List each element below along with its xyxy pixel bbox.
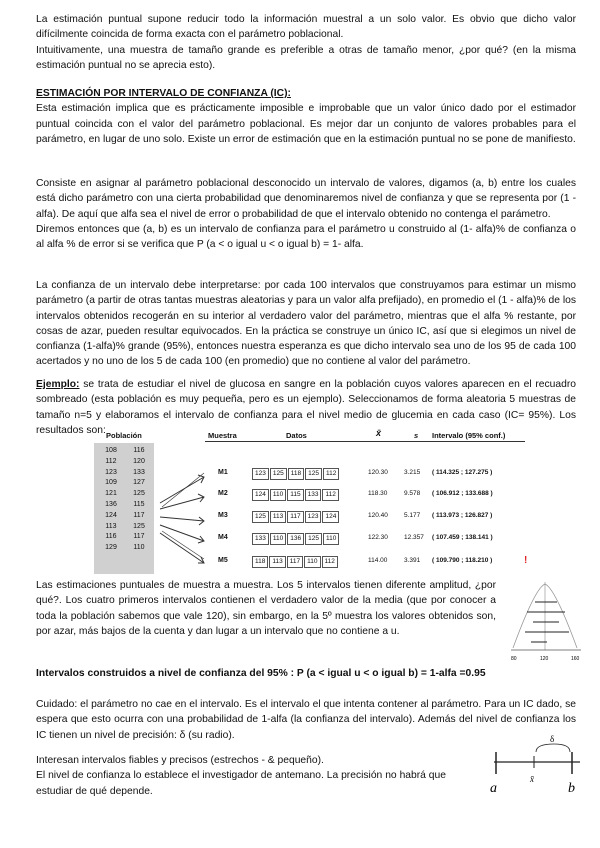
sample-sd: 3.391 — [404, 557, 421, 564]
sample-value: 124 — [252, 489, 269, 501]
pop-value: 136 — [105, 500, 117, 508]
ci-chart-figure — [505, 578, 585, 662]
sample-value: 110 — [323, 533, 339, 545]
axis-high: 160 — [571, 656, 580, 662]
label-a: a — [490, 781, 497, 796]
col-mean: x̄ — [376, 428, 382, 438]
sample-value: 117 — [287, 511, 303, 523]
sample-label: M3 — [218, 512, 228, 519]
para-intro: La estimación puntual supone reducir todo la información muestral a un solo valor. Es obvio que dicho valor difícilmente coincida de forma exacta con el parámetro poblacional. Intuitivamente, una muestra de tamaño grande es preferible a otras de tamaño menor, ¿por qué? (en la misma estimación puntual no se aprecia esto). — [36, 14, 576, 71]
sample-value: 133 — [252, 533, 269, 545]
pop-value: 125 — [133, 522, 145, 530]
pop-column-1 — [98, 446, 124, 554]
sample-mean: 120.30 — [368, 469, 388, 476]
pop-value: 125 — [133, 490, 145, 498]
arrows-graphic — [158, 445, 212, 575]
arrow-icon — [160, 494, 204, 509]
sample-value: 125 — [252, 511, 269, 523]
exclamation-mark: ! — [524, 555, 528, 566]
para-interpretation: La confianza de un intervalo debe interpretarse: por cada 100 intervalos que construyamos para estimar un mismo parámetro (a partir de otras tantas muestras aleatorias y para un valor alfa prefijado), en promedio el (1 - alfa)% de los intervalos obtenidos recogerán en su interior al verdadero valor del parámetro, mientras que el alfa % restante, por cosas de azar, pueden resultar equivocados. En la práctica se construye un único IC, así que si elegimos un nivel de confianza (1-alfa)% grande (95%), entonces nuestra esperanza es que dicho intervalo sea uno de los 95 de cada 100 acertados y no uno de los 5 de cada 100 (en promedio) que no contiene al valor del parámetro. — [36, 280, 576, 368]
sample-interval: ( 113.973 ; 126.827 ) — [432, 512, 493, 519]
axis-low: 80 — [511, 656, 517, 662]
sample-value: 125 — [305, 468, 322, 480]
para-precision: Interesan intervalos fiables y precisos (estrechos - & pequeño). El nivel de confianza lo establece el investigador de antemano. La precisión no habrá que estudiar de qué depende. — [36, 755, 446, 797]
sample-data-boxes — [252, 468, 340, 480]
col-interval: Intervalo (95% conf.) — [432, 431, 506, 440]
sample-sd: 5.177 — [404, 512, 421, 519]
sample-data-boxes — [252, 533, 340, 545]
pop-value: 112 — [105, 457, 117, 465]
sample-mean: 122.30 — [368, 534, 388, 541]
sample-value: 125 — [305, 533, 322, 545]
pop-value: 115 — [133, 500, 145, 508]
sample-value: 136 — [287, 533, 304, 545]
sample-value: 112 — [322, 489, 338, 501]
sample-value: 124 — [322, 511, 339, 523]
label-delta: δ — [550, 734, 555, 744]
sample-value: 117 — [287, 556, 303, 568]
para-estimates: Las estimaciones puntuales de muestra a muestra. Los 5 intervalos tienen diferente amplitud, ¿por qué?. Los cuatro primeros intervalos contienen el verdadero valor de la media (que por conocer a toda la población sabemos que vale 120), sin embargo, en la 5º muestra los valores obtenidos son, por azar, más bajos de la cuenta y dan lugar a un intervalo que no contiene a u. — [36, 580, 496, 637]
pop-value: 113 — [105, 522, 117, 530]
pop-value: 124 — [105, 511, 117, 519]
sample-value: 133 — [305, 489, 322, 501]
sample-value: 125 — [270, 468, 287, 480]
sample-mean: 114.00 — [368, 557, 388, 564]
pop-value: 116 — [133, 447, 145, 454]
sample-value: 110 — [270, 533, 286, 545]
heading-ic: ESTIMACIÓN POR INTERVALO DE CONFIANZA (IC): — [36, 88, 291, 99]
pop-value: 108 — [105, 447, 117, 454]
sample-value: 113 — [269, 556, 285, 568]
sample-value: 123 — [252, 468, 269, 480]
sample-interval: ( 114.325 ; 127.275 ) — [432, 469, 493, 476]
sample-value: 123 — [305, 511, 322, 523]
pop-value: 116 — [105, 533, 117, 541]
sample-value: 118 — [252, 556, 268, 568]
pop-value: 129 — [105, 544, 117, 552]
sample-label: M5 — [218, 557, 228, 564]
para-example: Ejemplo: se trata de estudiar el nivel de glucosa en sangre en la población cuyos valores aparecen en el recuadro sombreado (esta población es muy pequeña, pero es un ejemplo). Seleccionamos de forma aleatoria 5 muestras de tamaño n=5 y elaboramos el intervalo de confianza para el nivel medio de glucemia en cada caso (IC= 95%). Los resultados son: — [36, 379, 576, 436]
label-xbar: x̄ — [530, 774, 534, 784]
sample-value: 112 — [322, 556, 338, 568]
sample-label: M4 — [218, 534, 228, 541]
sample-value: 110 — [270, 489, 286, 501]
sample-value: 110 — [304, 556, 320, 568]
col-s: s — [414, 431, 419, 440]
header-rule — [205, 441, 525, 442]
pop-value: 121 — [105, 490, 117, 498]
pop-header: Población — [106, 431, 142, 440]
sample-data-boxes — [252, 511, 340, 523]
sample-sd: 9.578 — [404, 490, 421, 497]
sample-mean: 120.40 — [368, 512, 388, 519]
interval-diagram — [484, 732, 584, 800]
sample-value: 118 — [288, 468, 304, 480]
sample-sd: 12.357 — [404, 534, 424, 541]
pop-value: 123 — [105, 468, 117, 476]
sample-label: M2 — [218, 490, 228, 497]
sample-label: M1 — [218, 469, 228, 476]
heading-95: Intervalos construidos a nivel de confianza del 95% : P (a < igual u < o igual b) = 1-alfa =0.95 — [36, 668, 486, 679]
pop-value: 110 — [133, 544, 145, 552]
pop-value: 117 — [133, 533, 145, 541]
section-ic: ESTIMACIÓN POR INTERVALO DE CONFIANZA (IC): Esta estimación implica que es prácticamente imposible e improbable que un valor único dado por el estimador puntual coincida con el valor del parámetro poblacional. Es mejor dar un conjunto de valores probables para el parámetro, en lugar de uno solo. Existe un error de estimación que en la estimación puntual no se pone de manifiesto. — [36, 88, 576, 145]
sample-sd: 3.215 — [404, 469, 421, 476]
sample-data-boxes — [252, 489, 340, 501]
arrow-icon — [160, 517, 204, 525]
pop-value: 133 — [133, 468, 145, 476]
sample-interval: ( 106.912 ; 133.688 ) — [432, 490, 493, 497]
sample-value: 112 — [323, 468, 339, 480]
pop-value: 117 — [133, 511, 145, 519]
axis-mid: 120 — [540, 656, 549, 662]
sample-mean: 118.30 — [368, 490, 388, 497]
col-datos: Datos — [286, 431, 307, 440]
sample-value: 115 — [287, 489, 303, 501]
pop-column-2 — [126, 446, 152, 554]
label-b: b — [568, 781, 575, 796]
sample-interval: ( 109.790 ; 118.210 ) — [432, 557, 493, 564]
pop-value: 109 — [105, 479, 117, 487]
example-label: Ejemplo: — [36, 379, 80, 390]
sample-value: 113 — [270, 511, 286, 523]
sample-data-boxes — [252, 556, 339, 568]
para-caution: Cuidado: el parámetro no cae en el intervalo. Es el intervalo el que intenta contener al parámetro. Para un IC dado, se espera que esto ocurra con una probabilidad de 1-alfa (la confianza del intervalo). Además del nivel de confianza los IC tienen un nivel de precisión: δ (su radio). — [36, 699, 576, 741]
pop-value: 127 — [133, 479, 145, 487]
sample-interval: ( 107.459 ; 138.141 ) — [432, 534, 493, 541]
col-muestra: Muestra — [208, 431, 237, 440]
pop-value: 120 — [133, 457, 145, 465]
para-definition: Consiste en asignar al parámetro poblacional desconocido un intervalo de valores, digamos (a, b) entre los cuales está dicho parámetro con una cierta probabilidad que denominaremos nivel de confianza y que se representa por (1 - alfa). De aquí que alfa sea el nivel de error o probabilidad de que el intervalo obtenido no contenga el parámetro. Diremos entonces que (a, b) es un intervalo de confianza para el parámetro u construido al (1- alfa)% de confianza o al alfa % de error si se verifica que P (a < o igual u < o igual b) = 1- alfa. — [36, 178, 576, 251]
arrow-icon — [160, 533, 204, 563]
